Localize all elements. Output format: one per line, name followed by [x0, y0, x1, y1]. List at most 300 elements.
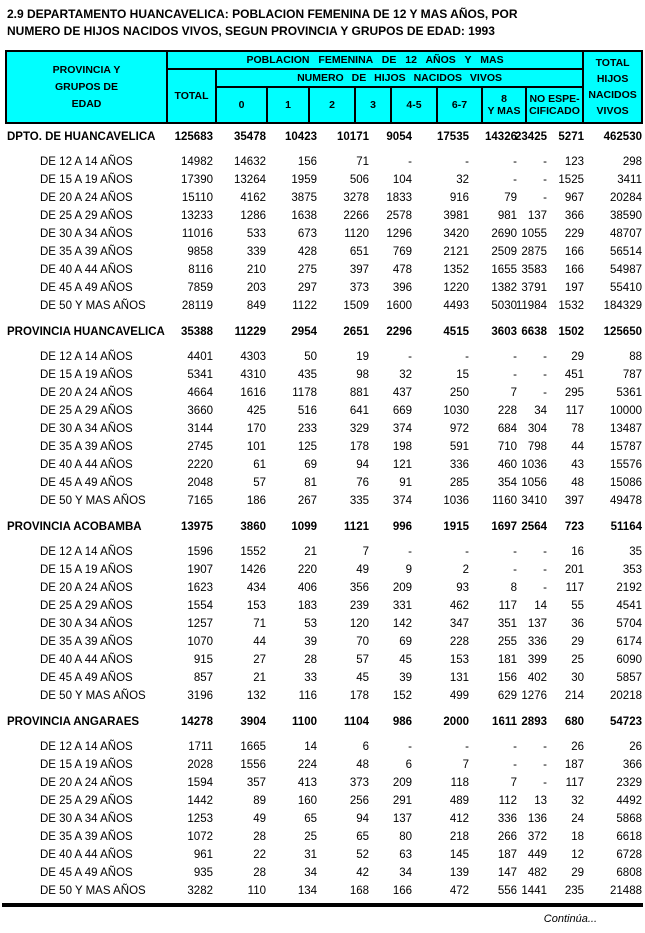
- cell-4-5: 139: [449, 867, 469, 879]
- cell-4-5: 17535: [437, 131, 469, 143]
- cell-2: 373: [349, 282, 369, 294]
- cell-8-y-mas: -: [543, 192, 547, 204]
- cell-2: 1121: [344, 521, 369, 533]
- cell-no-especificado: 32: [571, 795, 584, 807]
- cell-total-hijos: 10000: [610, 405, 642, 417]
- cell-total: 2220: [187, 459, 213, 471]
- cell-1: 65: [304, 813, 317, 825]
- cell-4-5: 1036: [443, 495, 469, 507]
- row-label: DE 15 A 19 AÑOS: [40, 759, 133, 771]
- cell-no-especificado: 117: [565, 582, 584, 594]
- cell-4-5: -: [465, 741, 469, 753]
- cell-total: 5341: [187, 369, 213, 381]
- cell-total: 1554: [187, 600, 213, 612]
- cell-2: 651: [349, 246, 369, 258]
- row-label: DE 40 A 44 AÑOS: [40, 654, 133, 666]
- cell-6-7: 336: [497, 813, 517, 825]
- cell-no-especificado: 397: [564, 495, 584, 507]
- cell-total-hijos: 55410: [610, 282, 642, 294]
- cell-6-7: 1697: [491, 521, 517, 533]
- cell-no-especificado: 166: [564, 264, 584, 276]
- age-group-row: [0, 597, 645, 615]
- cell-6-7: 228: [497, 405, 517, 417]
- cell-no-especificado: 44: [571, 441, 584, 453]
- cell-6-7: 556: [497, 885, 517, 897]
- cell-0: 57: [253, 477, 266, 489]
- cell-3: -: [408, 351, 412, 363]
- cell-2: 397: [349, 264, 369, 276]
- age-group-row: [0, 792, 645, 810]
- cell-1: 1178: [292, 387, 317, 399]
- cell-6-7: -: [513, 759, 517, 771]
- cell-no-especificado: 18: [571, 831, 584, 843]
- cell-8-y-mas: 23425: [515, 131, 547, 143]
- cell-3: 142: [392, 618, 412, 630]
- cell-no-especificado: 123: [564, 156, 584, 168]
- cell-8-y-mas: 1036: [521, 459, 547, 471]
- cell-1: 28: [304, 654, 317, 666]
- cell-3: 69: [399, 636, 412, 648]
- cell-4-5: 336: [449, 459, 469, 471]
- cell-no-especificado: 366: [564, 210, 584, 222]
- cell-2: 373: [349, 777, 369, 789]
- cell-4-5: -: [465, 546, 469, 558]
- cell-0: 170: [246, 423, 266, 435]
- cell-3: 198: [392, 441, 412, 453]
- age-group-row: [0, 243, 645, 261]
- cell-2: 168: [349, 885, 369, 897]
- cell-total-hijos: 6090: [616, 654, 642, 666]
- cell-1: 125: [297, 441, 317, 453]
- cell-3: 396: [392, 282, 412, 294]
- row-label: DE 15 A 19 AÑOS: [40, 369, 133, 381]
- cell-4-5: 489: [449, 795, 469, 807]
- cell-total: 1257: [187, 618, 213, 630]
- cell-2: 19: [356, 351, 369, 363]
- cell-2: 94: [356, 813, 369, 825]
- cell-1: 31: [304, 849, 317, 861]
- cell-8-y-mas: 798: [527, 441, 547, 453]
- cell-4-5: 285: [449, 477, 469, 489]
- cell-8-y-mas: 336: [527, 636, 547, 648]
- age-group-row: [0, 279, 645, 297]
- cell-2: 98: [356, 369, 369, 381]
- title-line-1: 2.9 DEPARTAMENTO HUANCAVELICA: POBLACION FEMENINA DE 12 Y MAS AÑOS, POR: [7, 7, 518, 21]
- cell-1: 3875: [291, 192, 317, 204]
- cell-4-5: 472: [449, 885, 469, 897]
- cell-6-7: 2509: [491, 246, 517, 258]
- cell-3: 80: [399, 831, 412, 843]
- province-row: [0, 713, 645, 731]
- row-label: PROVINCIA HUANCAVELICA: [7, 326, 165, 338]
- row-label: DE 15 A 19 AÑOS: [40, 174, 133, 186]
- cell-total: 17390: [181, 174, 213, 186]
- cell-total-hijos: 4541: [616, 600, 642, 612]
- cell-8-y-mas: -: [543, 174, 547, 186]
- cell-4-5: 412: [449, 813, 469, 825]
- cell-8-y-mas: 137: [527, 618, 547, 630]
- cell-1: 267: [297, 495, 317, 507]
- age-group-row: [0, 828, 645, 846]
- cell-no-especificado: 29: [571, 867, 584, 879]
- cell-4-5: 916: [449, 192, 469, 204]
- cell-total-hijos: 6618: [616, 831, 642, 843]
- cell-4-5: 3981: [443, 210, 469, 222]
- age-group-row: [0, 561, 645, 579]
- age-group-row: [0, 402, 645, 420]
- cell-total: 2745: [187, 441, 213, 453]
- cell-1: 160: [297, 795, 317, 807]
- continua-note: Continúa...: [543, 913, 597, 925]
- cell-no-especificado: 451: [564, 369, 584, 381]
- cell-0: 434: [246, 582, 266, 594]
- age-group-row: [0, 882, 645, 900]
- cell-no-especificado: 967: [564, 192, 584, 204]
- cell-3: 32: [399, 369, 412, 381]
- cell-1: 413: [297, 777, 317, 789]
- age-group-row: [0, 756, 645, 774]
- table-title: [0, 0, 645, 40]
- cell-6-7: 354: [497, 477, 517, 489]
- cell-6-7: 8: [510, 582, 517, 594]
- cell-2: 120: [349, 618, 369, 630]
- row-label: DE 45 A 49 AÑOS: [40, 672, 133, 684]
- cell-0: 849: [246, 300, 266, 312]
- cell-2: 2266: [343, 210, 369, 222]
- col-ne-line-1: NO ESPE-: [529, 93, 580, 105]
- cell-total: 125683: [174, 131, 213, 143]
- cell-total: 1596: [187, 546, 213, 558]
- cell-1: 297: [297, 282, 317, 294]
- cell-0: 13264: [234, 174, 266, 186]
- row-label: DE 40 A 44 AÑOS: [40, 264, 133, 276]
- cell-1: 516: [297, 405, 317, 417]
- cell-8-y-mas: -: [543, 759, 547, 771]
- age-group-row: [0, 687, 645, 705]
- cell-no-especificado: 26: [571, 741, 584, 753]
- cell-no-especificado: 680: [564, 716, 584, 728]
- cell-0: 3860: [240, 521, 266, 533]
- cell-total: 935: [193, 867, 213, 879]
- cell-0: 35478: [234, 131, 266, 143]
- cell-8-y-mas: 482: [527, 867, 547, 879]
- cell-4-5: -: [465, 351, 469, 363]
- cell-3: 331: [392, 600, 412, 612]
- province-section: [0, 128, 645, 315]
- cell-total: 3282: [187, 885, 213, 897]
- cell-1: 21: [304, 546, 317, 558]
- cell-1: 435: [297, 369, 317, 381]
- header-group-hijos: NUMERO DE HIJOS NACIDOS VIVOS: [216, 69, 583, 87]
- cell-3: 45: [399, 654, 412, 666]
- cell-3: 769: [392, 246, 412, 258]
- cell-1: 2954: [291, 326, 317, 338]
- cell-8-y-mas: 372: [527, 831, 547, 843]
- cell-total-hijos: 5868: [616, 813, 642, 825]
- cell-no-especificado: 12: [571, 849, 584, 861]
- cell-no-especificado: 117: [565, 777, 584, 789]
- header-col-6-7: 6-7: [437, 87, 482, 123]
- cell-4-5: 93: [456, 582, 469, 594]
- age-group-row: [0, 366, 645, 384]
- age-group-row: [0, 153, 645, 171]
- rcol-line-4: VIVOS: [596, 105, 629, 117]
- cell-2: 42: [356, 867, 369, 879]
- age-group-row: [0, 774, 645, 792]
- cell-6-7: 117: [498, 600, 517, 612]
- cell-total: 4664: [187, 387, 213, 399]
- cell-total-hijos: 462530: [603, 131, 642, 143]
- cell-8-y-mas: -: [543, 564, 547, 576]
- cell-6-7: 981: [497, 210, 517, 222]
- cell-total-hijos: 6174: [616, 636, 642, 648]
- cell-0: 44: [253, 636, 266, 648]
- cell-total-hijos: 15787: [610, 441, 642, 453]
- cell-4-5: 15: [456, 369, 469, 381]
- cell-total-hijos: 3411: [617, 174, 642, 186]
- cell-8-y-mas: 34: [534, 405, 547, 417]
- cell-0: 4303: [240, 351, 266, 363]
- title-line-2: NUMERO DE HIJOS NACIDOS VIVOS, SEGUN PROVINCIA Y GRUPOS DE EDAD: 1993: [7, 24, 495, 38]
- cell-1: 233: [297, 423, 317, 435]
- cell-4-5: 462: [449, 600, 469, 612]
- age-group-row: [0, 579, 645, 597]
- cell-0: 3904: [240, 716, 266, 728]
- cell-4-5: 1915: [443, 521, 469, 533]
- cell-6-7: -: [513, 546, 517, 558]
- cell-no-especificado: 197: [564, 282, 584, 294]
- row-label: DE 12 A 14 AÑOS: [40, 546, 133, 558]
- cell-0: 28: [253, 831, 266, 843]
- cell-3: 986: [392, 716, 412, 728]
- cell-8-y-mas: -: [543, 582, 547, 594]
- bottom-rule: [2, 903, 643, 907]
- cell-6-7: 187: [497, 849, 517, 861]
- age-group-row: [0, 864, 645, 882]
- row-label: DE 20 A 24 AÑOS: [40, 777, 133, 789]
- header-col-1: 1: [267, 87, 309, 123]
- row-label: DE 50 Y MAS AÑOS: [40, 300, 146, 312]
- cell-0: 1426: [240, 564, 266, 576]
- cell-0: 1556: [240, 759, 266, 771]
- row-label: DE 12 A 14 AÑOS: [40, 351, 133, 363]
- province-row: [0, 128, 645, 146]
- cell-3: 9054: [386, 131, 412, 143]
- row-label: DE 12 A 14 AÑOS: [40, 741, 133, 753]
- cell-1: 53: [304, 618, 317, 630]
- cell-6-7: -: [513, 741, 517, 753]
- cell-3: 209: [392, 777, 412, 789]
- cell-no-especificado: 29: [571, 636, 584, 648]
- cell-6-7: 684: [497, 423, 517, 435]
- cell-total-hijos: 5361: [616, 387, 642, 399]
- age-group-row: [0, 438, 645, 456]
- cell-8-y-mas: 2893: [521, 716, 547, 728]
- cell-3: 104: [392, 174, 412, 186]
- cell-2: 76: [356, 477, 369, 489]
- cell-8-y-mas: 1056: [521, 477, 547, 489]
- cell-4-5: 4515: [443, 326, 469, 338]
- row-label: DE 45 A 49 AÑOS: [40, 477, 133, 489]
- cell-no-especificado: 29: [571, 351, 584, 363]
- row-label: DE 30 A 34 AÑOS: [40, 423, 133, 435]
- row-label: PROVINCIA ACOBAMBA: [7, 521, 142, 533]
- cell-4-5: 972: [449, 423, 469, 435]
- row-label: DE 12 A 14 AÑOS: [40, 156, 133, 168]
- cell-3: 34: [399, 867, 412, 879]
- cell-total-hijos: 54987: [610, 264, 642, 276]
- cell-no-especificado: 166: [564, 246, 584, 258]
- rcol-line-3: NACIDOS: [588, 89, 637, 101]
- cell-3: 9: [405, 564, 412, 576]
- cell-total: 2028: [187, 759, 213, 771]
- cell-1: 1959: [291, 174, 317, 186]
- cell-total: 1072: [187, 831, 213, 843]
- cell-8-y-mas: 2875: [521, 246, 547, 258]
- col-8-line-2: Y MAS: [487, 105, 521, 117]
- cell-8-y-mas: -: [543, 546, 547, 558]
- cell-1: 34: [304, 867, 317, 879]
- cell-no-especificado: 24: [571, 813, 584, 825]
- header-total: TOTAL: [167, 69, 216, 123]
- cell-8-y-mas: 399: [527, 654, 547, 666]
- cell-8-y-mas: 136: [527, 813, 547, 825]
- age-group-row: [0, 738, 645, 756]
- cell-8-y-mas: 449: [527, 849, 547, 861]
- cell-0: 4310: [240, 369, 266, 381]
- cell-6-7: -: [513, 369, 517, 381]
- header-col-8-y-mas: [482, 87, 526, 123]
- cell-6-7: -: [513, 156, 517, 168]
- province-row: [0, 323, 645, 341]
- cell-total: 1070: [187, 636, 213, 648]
- cell-4-5: -: [465, 156, 469, 168]
- cell-4-5: 32: [456, 174, 469, 186]
- cell-6-7: 181: [497, 654, 517, 666]
- row-label: DE 35 A 39 AÑOS: [40, 831, 133, 843]
- cell-3: 669: [392, 405, 412, 417]
- cell-total-hijos: 56514: [610, 246, 642, 258]
- header-stub: [6, 51, 167, 123]
- age-group-row: [0, 420, 645, 438]
- cell-total: 35388: [181, 326, 213, 338]
- cell-0: 14632: [234, 156, 266, 168]
- cell-1: 116: [298, 690, 317, 702]
- cell-0: 132: [246, 690, 266, 702]
- cell-no-especificado: 214: [564, 690, 584, 702]
- cell-total-hijos: 20218: [610, 690, 642, 702]
- cell-1: 1099: [291, 521, 317, 533]
- cell-0: 1616: [240, 387, 266, 399]
- cell-total: 8116: [188, 264, 213, 276]
- rcol-line-2: HIJOS: [596, 73, 629, 85]
- cell-no-especificado: 723: [564, 521, 584, 533]
- cell-total-hijos: 353: [622, 564, 642, 576]
- row-label: PROVINCIA ANGARAES: [7, 716, 140, 728]
- stub-line-1: PROVINCIA Y: [52, 63, 121, 76]
- cell-total: 3660: [187, 405, 213, 417]
- cell-2: 65: [356, 831, 369, 843]
- cell-0: 1286: [240, 210, 266, 222]
- cell-2: 3278: [343, 192, 369, 204]
- cell-0: 210: [246, 264, 266, 276]
- cell-3: 209: [392, 582, 412, 594]
- stub-line-3: EDAD: [71, 97, 102, 110]
- cell-total-hijos: 2329: [616, 777, 642, 789]
- age-group-row: [0, 846, 645, 864]
- cell-6-7: 2690: [491, 228, 517, 240]
- cell-no-especificado: 201: [564, 564, 584, 576]
- cell-4-5: 153: [449, 654, 469, 666]
- row-label: DE 20 A 24 AÑOS: [40, 582, 133, 594]
- cell-total: 1594: [187, 777, 213, 789]
- cell-0: 28: [253, 867, 266, 879]
- header-col-3: 3: [355, 87, 391, 123]
- cell-1: 1100: [292, 716, 317, 728]
- cell-1: 1638: [291, 210, 317, 222]
- cell-6-7: -: [513, 351, 517, 363]
- cell-total: 2048: [187, 477, 213, 489]
- cell-6-7: 351: [497, 618, 517, 630]
- row-label: DE 25 A 29 AÑOS: [40, 600, 133, 612]
- cell-2: 641: [349, 405, 369, 417]
- row-label: DE 40 A 44 AÑOS: [40, 849, 133, 861]
- cell-2: 1509: [343, 300, 369, 312]
- col-ne-line-2: CIFICADO: [529, 105, 580, 117]
- cell-total: 961: [193, 849, 213, 861]
- cell-3: 152: [392, 690, 412, 702]
- cell-1: 275: [297, 264, 317, 276]
- cell-total-hijos: 15086: [610, 477, 642, 489]
- cell-total-hijos: 54723: [610, 716, 642, 728]
- cell-total-hijos: 5857: [616, 672, 642, 684]
- cell-total: 1253: [187, 813, 213, 825]
- cell-2: 52: [356, 849, 369, 861]
- cell-no-especificado: 36: [571, 618, 584, 630]
- stub-line-2: GRUPOS DE: [54, 80, 118, 93]
- cell-total: 11016: [181, 228, 213, 240]
- cell-8-y-mas: 14: [534, 600, 547, 612]
- cell-total-hijos: 366: [622, 759, 642, 771]
- province-section: [0, 323, 645, 510]
- age-group-row: [0, 261, 645, 279]
- cell-total: 13233: [181, 210, 213, 222]
- cell-4-5: 2121: [443, 246, 469, 258]
- cell-4-5: 2000: [443, 716, 469, 728]
- cell-4-5: 3420: [443, 228, 469, 240]
- cell-8-y-mas: -: [543, 351, 547, 363]
- row-label: DE 30 A 34 AÑOS: [40, 618, 133, 630]
- header-total-hijos: [583, 51, 642, 123]
- cell-3: 91: [399, 477, 412, 489]
- cell-4-5: 1030: [443, 405, 469, 417]
- cell-1: 81: [304, 477, 317, 489]
- row-label: DE 30 A 34 AÑOS: [40, 813, 133, 825]
- cell-3: 137: [392, 813, 412, 825]
- cell-no-especificado: 117: [565, 405, 584, 417]
- cell-0: 27: [253, 654, 266, 666]
- cell-1: 33: [304, 672, 317, 684]
- cell-2: 1120: [344, 228, 369, 240]
- cell-0: 11229: [234, 326, 266, 338]
- cell-0: 1665: [240, 741, 266, 753]
- cell-total-hijos: 21488: [610, 885, 642, 897]
- cell-6-7: 255: [497, 636, 517, 648]
- cell-1: 673: [297, 228, 317, 240]
- cell-total-hijos: 20284: [610, 192, 642, 204]
- cell-total-hijos: 787: [622, 369, 642, 381]
- cell-4-5: 499: [449, 690, 469, 702]
